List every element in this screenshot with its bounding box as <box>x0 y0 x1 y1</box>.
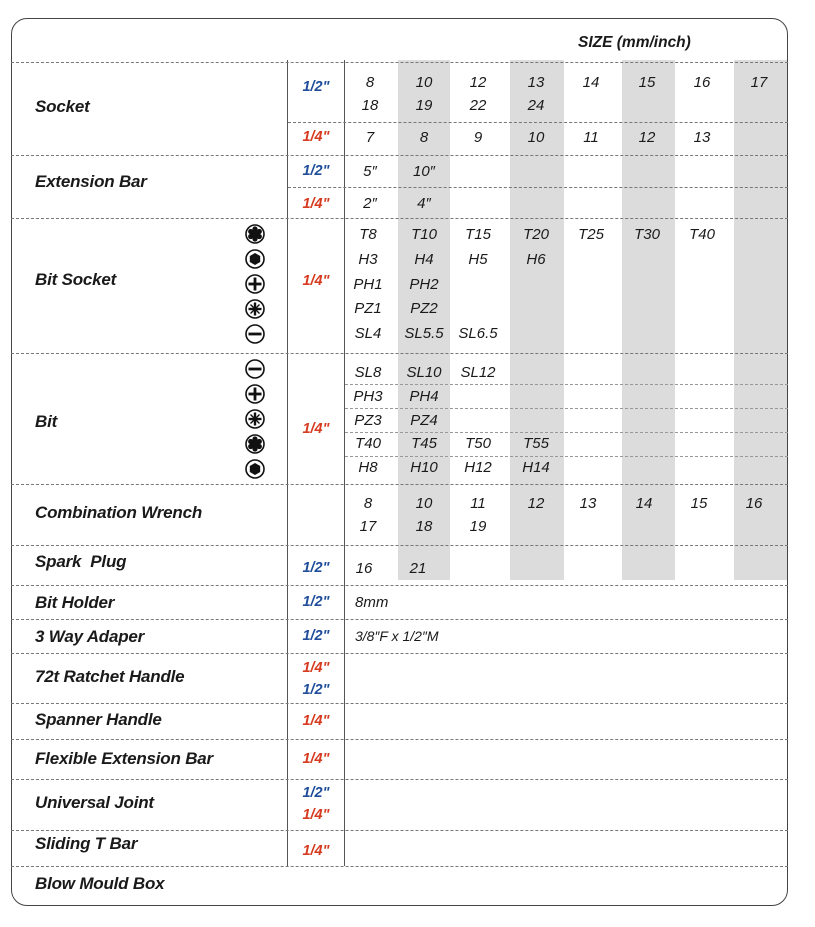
row-divider <box>11 703 788 704</box>
size-value: SL8 <box>354 364 382 381</box>
size-value: 13 <box>693 129 711 146</box>
size-value: 9 <box>473 129 483 146</box>
bit-line-divider <box>345 432 788 433</box>
drive-size: 1/4" <box>302 421 330 437</box>
size-value: PZ1 <box>354 300 382 317</box>
drive-size: 1/2" <box>302 628 330 644</box>
size-value: H6 <box>526 251 546 268</box>
size-value: T30 <box>634 226 660 243</box>
size-value: 8 <box>363 495 373 512</box>
size-value: H5 <box>468 251 488 268</box>
drive-size: 1/2" <box>302 560 330 576</box>
size-value: 21 <box>409 560 427 577</box>
size-value: 13 <box>527 74 545 91</box>
row-label-spark-plug: Spark Plug <box>35 552 127 571</box>
size-value: 18 <box>415 518 433 535</box>
row-divider <box>288 122 788 123</box>
row-divider <box>288 187 788 188</box>
size-value: H12 <box>464 459 492 476</box>
size-value: T15 <box>465 226 491 243</box>
row-label-universal-joint: Universal Joint <box>35 793 154 812</box>
row-label-spanner-handle: Spanner Handle <box>35 710 162 729</box>
row-label-bit-socket: Bit Socket <box>35 270 117 289</box>
size-value: 16 <box>693 74 711 91</box>
row-divider <box>11 218 788 219</box>
row-divider <box>11 866 788 867</box>
size-value: SL12 <box>460 364 496 381</box>
size-value: 11 <box>470 495 486 512</box>
size-value: 19 <box>415 97 433 114</box>
row-label-blow-mould-box: Blow Mould Box <box>35 874 165 893</box>
size-value: PZ2 <box>410 300 438 317</box>
torx-icon <box>245 224 265 244</box>
drive-size: 1/4" <box>302 129 330 145</box>
row-divider <box>11 353 788 354</box>
size-value: 18 <box>361 97 379 114</box>
size-value: SL4 <box>354 325 382 342</box>
drive-size: 1/4" <box>302 713 330 729</box>
size-value: 8 <box>365 74 375 91</box>
row-divider <box>11 62 788 63</box>
size-header: SIZE (mm/inch) <box>578 34 691 51</box>
size-value: 14 <box>582 74 600 91</box>
size-value: 8 <box>419 129 429 146</box>
size-value: H8 <box>358 459 378 476</box>
size-value: 10 <box>415 74 433 91</box>
drive-size: 1/2" <box>302 682 330 698</box>
size-value: T50 <box>465 435 491 452</box>
pozidriv-icon <box>245 299 265 319</box>
size-value: PZ3 <box>354 412 382 429</box>
row-label-bit-holder: Bit Holder <box>35 593 115 612</box>
row-label-sliding-t-bar: Sliding T Bar <box>35 834 138 853</box>
size-value: PH2 <box>409 276 439 293</box>
row-label-3-way-adapter: 3 Way Adaper <box>35 627 145 646</box>
phillips-icon <box>245 384 265 404</box>
size-value: 16 <box>355 560 373 577</box>
torx-icon <box>245 434 265 454</box>
size-value: PH3 <box>353 388 383 405</box>
size-value: 12 <box>527 495 545 512</box>
size-value: 12 <box>638 129 656 146</box>
size-value: PH4 <box>409 388 439 405</box>
size-value: 7 <box>365 129 375 146</box>
size-value: 2″ <box>363 195 377 212</box>
size-value: 17 <box>359 518 377 535</box>
row-label-socket: Socket <box>35 97 90 116</box>
row-divider <box>11 484 788 485</box>
row-divider <box>11 585 788 586</box>
size-value: T55 <box>523 435 549 452</box>
size-value: 10 <box>415 495 433 512</box>
size-value: T40 <box>355 435 381 452</box>
drive-size: 1/2" <box>302 594 330 610</box>
size-value: 4″ <box>417 195 431 212</box>
size-value: 17 <box>750 74 768 91</box>
size-value: T20 <box>523 226 549 243</box>
drive-size: 1/2" <box>302 163 330 179</box>
size-value: 14 <box>635 495 653 512</box>
slotted-icon <box>245 359 265 379</box>
size-value: 12 <box>469 74 487 91</box>
size-value: 11 <box>583 129 599 146</box>
bit-line-divider <box>345 456 788 457</box>
row-label-ratchet-handle: 72t Ratchet Handle <box>35 667 185 686</box>
row-label-combination-wrench: Combination Wrench <box>35 503 203 522</box>
size-value: T45 <box>411 435 437 452</box>
size-value: H10 <box>410 459 438 476</box>
size-value: 19 <box>469 518 487 535</box>
size-value: 10″ <box>413 163 435 180</box>
column-divider-drive <box>287 60 288 866</box>
drive-size: 1/4" <box>302 807 330 823</box>
drive-size: 1/4" <box>302 273 330 289</box>
pozidriv-icon <box>245 409 265 429</box>
row-label-extension-bar: Extension Bar <box>35 172 147 191</box>
drive-size: 1/4" <box>302 660 330 676</box>
size-value: 15 <box>638 74 656 91</box>
size-value: T40 <box>689 226 715 243</box>
row-divider <box>11 155 788 156</box>
drive-size: 1/4" <box>302 843 330 859</box>
drive-size: 1/2" <box>302 785 330 801</box>
size-value: 24 <box>527 97 545 114</box>
drive-size: 1/4" <box>302 196 330 212</box>
bit-line-divider <box>345 384 788 385</box>
drive-size: 1/2" <box>302 79 330 95</box>
size-value: H4 <box>414 251 434 268</box>
size-value: T8 <box>359 226 377 243</box>
drive-size: 1/4" <box>302 751 330 767</box>
size-value: PH1 <box>353 276 383 293</box>
size-value: 5″ <box>363 163 377 180</box>
size-value: SL6.5 <box>458 325 498 342</box>
row-label-bit: Bit <box>35 412 58 431</box>
row-divider <box>11 739 788 740</box>
size-value: H14 <box>522 459 550 476</box>
size-value: 15 <box>690 495 708 512</box>
size-value: SL5.5 <box>404 325 444 342</box>
row-divider <box>11 619 788 620</box>
row-label-flexible-extension-bar: Flexible Extension Bar <box>35 749 213 768</box>
size-value: 3/8″F x 1/2″M <box>355 628 439 644</box>
row-divider <box>11 779 788 780</box>
size-value: T10 <box>411 226 437 243</box>
size-value: 10 <box>527 129 545 146</box>
size-value: PZ4 <box>410 412 438 429</box>
hex-icon <box>245 459 265 479</box>
size-value: T25 <box>578 226 604 243</box>
size-value: 8mm <box>355 594 389 611</box>
size-value: H3 <box>358 251 378 268</box>
size-value: 16 <box>745 495 763 512</box>
row-divider <box>11 653 788 654</box>
size-value: 13 <box>579 495 597 512</box>
hex-icon <box>245 249 265 269</box>
bit-line-divider <box>345 408 788 409</box>
row-divider <box>11 830 788 831</box>
row-divider <box>11 545 788 546</box>
slotted-icon <box>245 324 265 344</box>
size-value: SL10 <box>406 364 442 381</box>
size-value: 22 <box>469 97 487 114</box>
phillips-icon <box>245 274 265 294</box>
